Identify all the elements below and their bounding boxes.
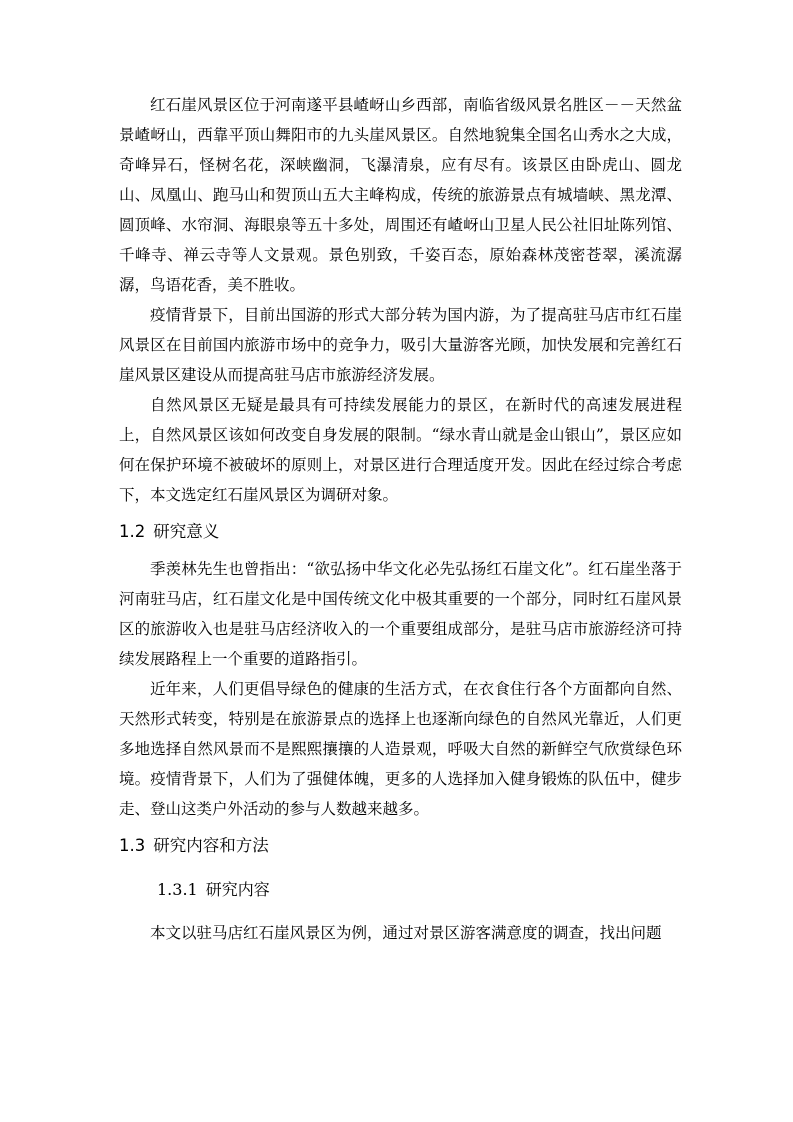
section-1-2-paragraph-2: 近年来，人们更倡导绿色的健康的生活方式，在衣食住行各个方面都向自然、天然形式转变，特别是在旅游景点的选择上也逐渐向绿色的自然风光靠近，人们更多地选择自然风景而不是熙熙攘攘的人造景观，呼吸大自然的新鲜空气欣赏绿色环境。疫情背景下，人们为了强健体魄，更多的人选择加入健身锻炼的队伍中，健步走、登山这类户外活动的参与人数越来越多。: [119, 680, 682, 818]
section-heading-1-3: [119, 830, 682, 862]
subsection-number: 1.3.1: [157, 880, 198, 899]
intro-paragraph-1: 红石崖风景区位于河南遂平县嵖岈山乡西部，南临省级风景名胜区－－天然盆景嵖岈山，西靠平顶山舞阳市的九头崖风景区。自然地貌集全国名山秀水之大成，奇峰异石，怪树名花，深峡幽洞，飞瀑清泉，应有尽有。该景区由卧虎山、圆龙山、凤凰山、跑马山和贺顶山五大主峰构成，传统的旅游景点有城墙峡、黑龙潭、圆顶峰、水帘洞、海眼泉等五十多处，周围还有嵖岈山卫星人民公社旧址陈列馆、千峰寺、禅云寺等人文景观。景色别致，千姿百态，原始森林茂密苍翠，溪流潺潺，鸟语花香，美不胜收。: [119, 96, 682, 294]
subsection-heading-1-3-1: [157, 874, 682, 906]
subsection-title: 研究内容: [205, 880, 270, 899]
section-number: 1.2: [119, 522, 146, 541]
section-1-3-1-paragraph-1: 本文以驻马店红石崖风景区为例，通过对景区游客满意度的调查，找出问题: [150, 924, 662, 942]
intro-paragraph-3: 自然风景区无疑是最具有可持续发展能力的景区，在新时代的高速发展进程上，自然风景区该如何改变自身发展的限制。“绿水青山就是金山银山”，景区应如何在保护环境不被破坏的原则上，对景区进行合理适度开发。因此在经过综合考虑下，本文选定红石崖风景区为调研对象。: [119, 396, 682, 504]
intro-paragraph-2: 疫情背景下，目前出国游的形式大部分转为国内游，为了提高驻马店市红石崖风景区在目前国内旅游市场中的竞争力，吸引大量游客光顾，加快发展和完善红石崖风景区建设从而提高驻马店市旅游经济发展。: [119, 306, 682, 384]
section-number: 1.3: [119, 836, 146, 855]
section-title: 研究意义: [153, 522, 220, 541]
section-heading-1-2: [119, 516, 682, 548]
section-1-2-paragraph-1: 季羡林先生也曾指出：“欲弘扬中华文化必先弘扬红石崖文化”。红石崖坐落于河南驻马店，红石崖文化是中国传统文化中极其重要的一个部分，同时红石崖风景区的旅游收入也是驻马店经济收入的一个重要组成部分，是驻马店市旅游经济可持续发展路程上一个重要的道路指引。: [119, 560, 682, 668]
document-body: [119, 90, 682, 948]
section-title: 研究内容和方法: [153, 836, 269, 855]
